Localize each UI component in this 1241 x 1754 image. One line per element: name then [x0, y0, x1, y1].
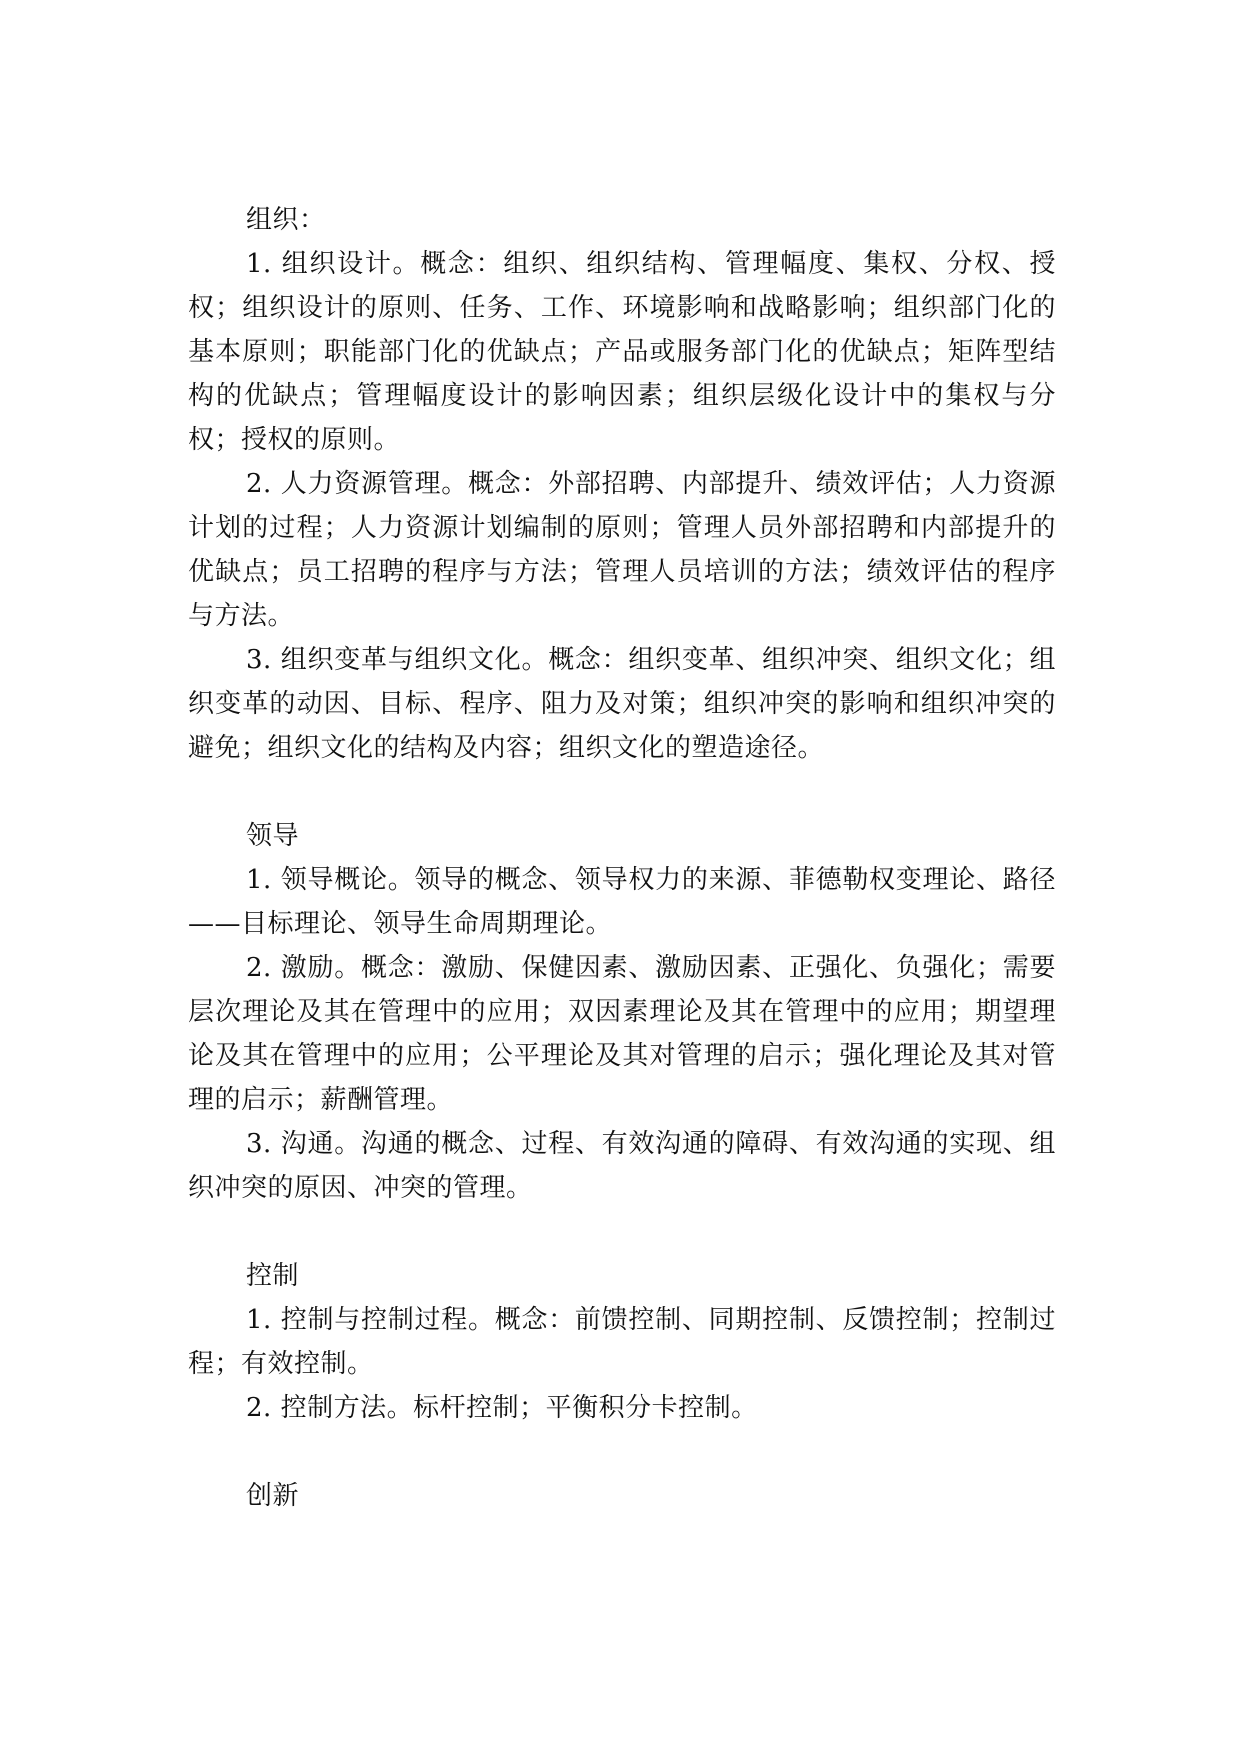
- paragraph: 1. 控制与控制过程。概念：前馈控制、同期控制、反馈控制；控制过程；有效控制。: [188, 1305, 1056, 1379]
- paragraph: 2. 人力资源管理。概念：外部招聘、内部提升、绩效评估；人力资源计划的过程；人力资源计划编制的原则；管理人员外部招聘和内部提升的优缺点；员工招聘的程序与方法；管理人员培训的方法；绩效评估的程序与方法。: [188, 469, 1056, 631]
- section-innovation: [188, 1474, 1056, 1518]
- section-heading: 组织：: [246, 205, 326, 235]
- paragraph: 3. 沟通。沟通的概念、过程、有效沟通的障碍、有效沟通的实现、组织冲突的原因、冲突的管理。: [188, 1129, 1056, 1203]
- section-heading: 控制: [246, 1261, 300, 1291]
- document-body: [188, 198, 1056, 1518]
- paragraph: 2. 控制方法。标杆控制；平衡积分卡控制。: [246, 1393, 758, 1423]
- section-heading: 领导: [246, 821, 300, 851]
- section-leadership: [188, 814, 1056, 1210]
- paragraph: 2. 激励。概念：激励、保健因素、激励因素、正强化、负强化；需要层次理论及其在管理中的应用；双因素理论及其在管理中的应用；期望理论及其在管理中的应用；公平理论及其对管理的启示；强化理论及其对管理的启示；薪酬管理。: [188, 953, 1056, 1115]
- paragraph: 1. 组织设计。概念：组织、组织结构、管理幅度、集权、分权、授权；组织设计的原则、任务、工作、环境影响和战略影响；组织部门化的基本原则；职能部门化的优缺点；产品或服务部门化的优缺点；矩阵型结构的优缺点；管理幅度设计的影响因素；组织层级化设计中的集权与分权；授权的原则。: [188, 249, 1056, 455]
- section-organization: [188, 198, 1056, 770]
- paragraph: 1. 领导概论。领导的概念、领导权力的来源、菲德勒权变理论、路径——目标理论、领导生命周期理论。: [188, 865, 1056, 939]
- paragraph: 3. 组织变革与组织文化。概念：组织变革、组织冲突、组织文化；组织变革的动因、目标、程序、阻力及对策；组织冲突的影响和组织冲突的避免；组织文化的结构及内容；组织文化的塑造途径。: [188, 645, 1056, 763]
- section-control: [188, 1254, 1056, 1430]
- section-heading: 创新: [246, 1481, 300, 1511]
